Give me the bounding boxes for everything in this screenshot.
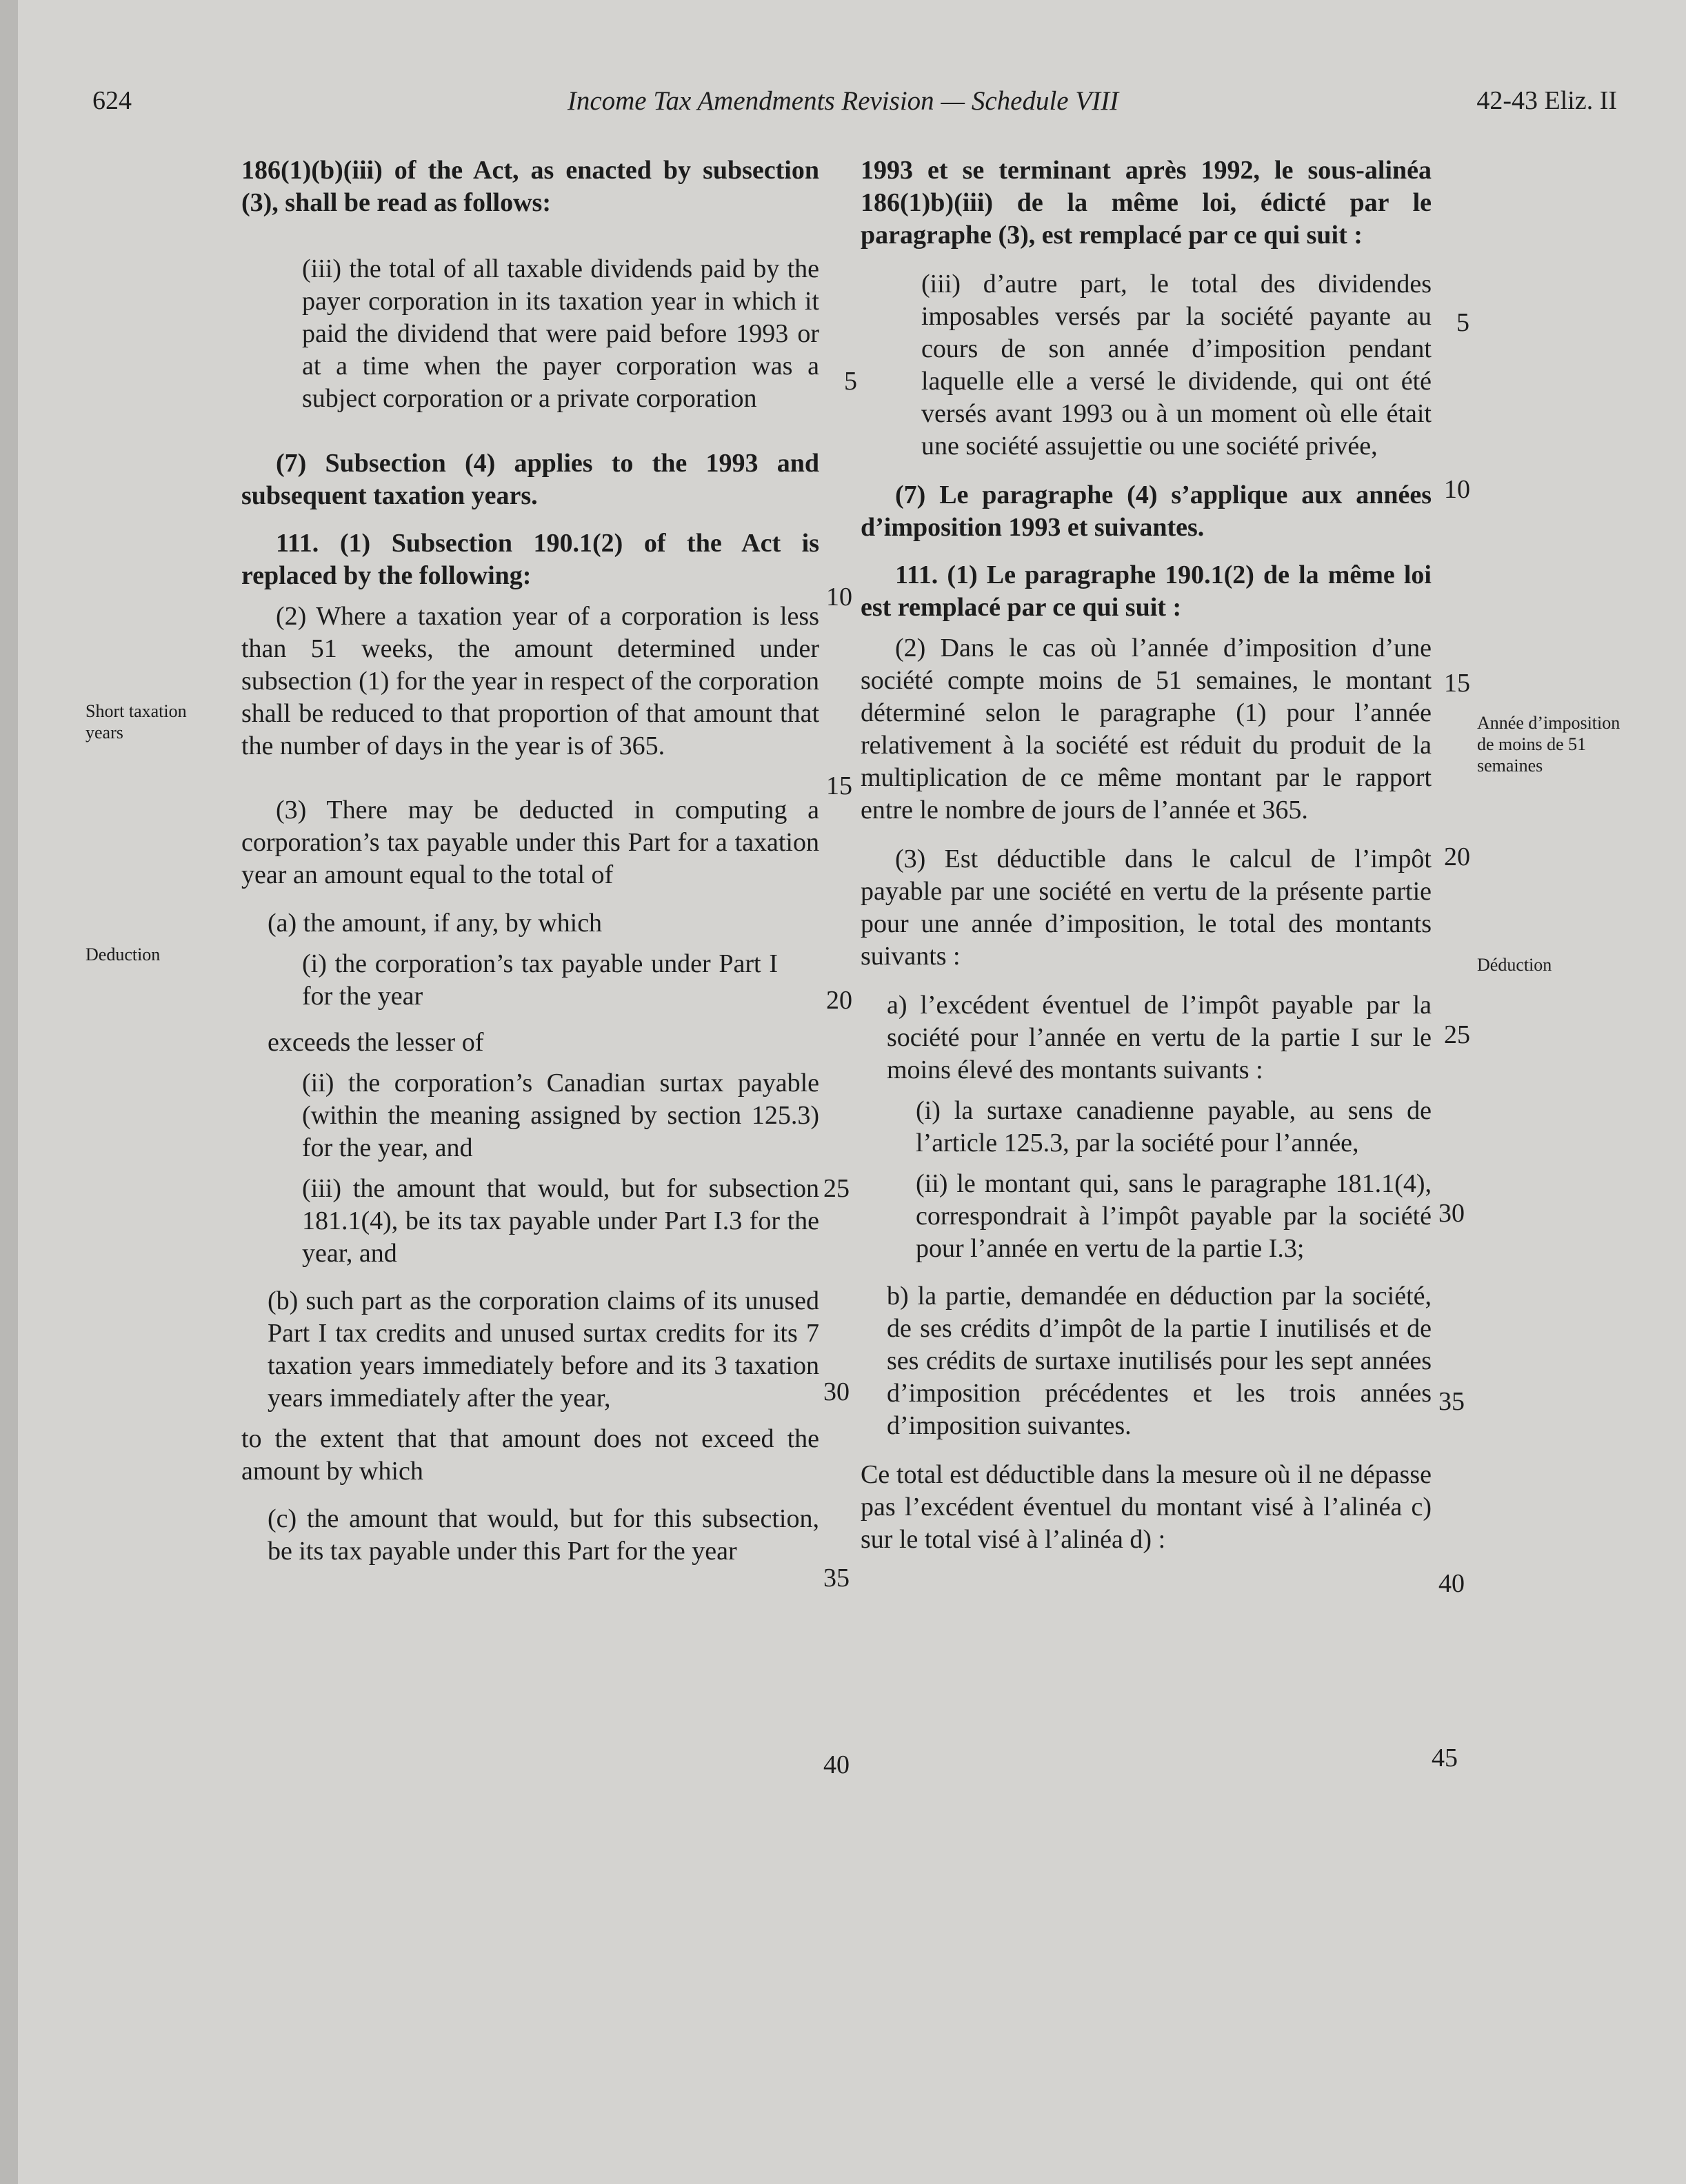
fr-line-number: 5 xyxy=(1456,308,1469,337)
page-number: 624 xyxy=(92,86,132,115)
fr-line-number: 45 xyxy=(1432,1743,1458,1772)
fr-line-number: 15 xyxy=(1444,669,1470,698)
en-line-number: 10 xyxy=(826,583,852,611)
fr-clause-i: (i) la surtaxe canadienne payable, au sens de l’article 125.3, par la société pour l’année, xyxy=(916,1096,1432,1157)
fr-subsection-7: (7) Le paragraphe (4) s’applique aux années d’imposition 1993 et suivantes. xyxy=(861,481,1432,542)
en-paragraph-a: (a) the amount, if any, by which xyxy=(268,909,603,938)
margin-note-short-taxation-years: Short taxation years xyxy=(86,701,187,742)
fr-line-number: 25 xyxy=(1444,1020,1470,1049)
en-intro: 186(1)(b)(iii) of the Act, as enacted by subsection (3), shall be read as follows: xyxy=(241,156,819,217)
en-line-number: 5 xyxy=(844,367,857,396)
en-line-number: 25 xyxy=(823,1174,850,1203)
fr-line-number: 35 xyxy=(1438,1387,1465,1416)
en-subsection-2: (2) Where a taxation year of a corporation is less than 51 weeks, the amount determined under subsection (1) for the year in respect of the corporation shall be reduced to that proportion of that amount that the number of days in the year is of 365. xyxy=(241,602,819,760)
fr-subparagraph-iii: (iii) d’autre part, le total des dividendes imposables versés par la société payante au cours de son année d’imposition pendant laquelle elle a versé le dividende, qui ont été versés avant 1993 ou à un moment où elle était une société assujettie ou une société privée, xyxy=(921,270,1432,461)
en-subsection-7: (7) Subsection (4) applies to the 1993 and subsequent taxation years. xyxy=(241,449,819,510)
margin-note-deduction: Deduction xyxy=(86,944,161,964)
en-line-number: 35 xyxy=(823,1564,850,1593)
fr-total: Ce total est déductible dans la mesure où il ne dépasse pas l’excédent éventuel du montant visé à l’alinéa c) sur le total visé à l’alinéa d) : xyxy=(861,1460,1432,1554)
running-title: Income Tax Amendments Revision — Schedule VIII xyxy=(567,86,1119,116)
margin-note-annee-imposition: Année d’imposition de moins de 51 semaines xyxy=(1477,713,1620,776)
en-clause-a-iii: (iii) the amount that would, but for subsection 181.1(4), be its tax payable under Part I.3 for the year, and xyxy=(302,1174,819,1268)
en-subsection-3: (3) There may be deducted in computing a corporation’s tax payable under this Part for a taxation year an amount equal to the total of xyxy=(241,796,819,889)
fr-subsection-2: (2) Dans le cas où l’année d’imposition d’une société compte moins de 51 semaines, le montant déterminé selon le paragraphe (1) pour l’année relativement à la société est réduit du produit de la multiplication de ce même montant par le rapport entre le nombre de jours de l’année et 365. xyxy=(861,634,1432,825)
en-clause-a-i: (i) the corporation’s tax payable under Part I for the year xyxy=(302,949,778,1011)
en-exceeds: exceeds the lesser of xyxy=(268,1028,484,1057)
fr-line-number: 40 xyxy=(1438,1569,1465,1598)
fr-section-111: 111. (1) Le paragraphe 190.1(2) de la même loi est remplacé par ce qui suit : xyxy=(861,560,1432,622)
en-subparagraph-iii: (iii) the total of all taxable dividends paid by the payer corporation in its taxation year in which it paid the dividend that were paid before 1993 or at a time when the payer corporation was a subject corporation or a private corporation xyxy=(302,254,819,413)
margin-note-deduction-fr: Déduction xyxy=(1477,955,1552,975)
en-line-number: 30 xyxy=(823,1377,850,1406)
fr-paragraph-a: a) l’excédent éventuel de l’impôt payable par la société pour l’année en vertu de la partie I sur le moins élevé des montants suivants : xyxy=(887,991,1432,1084)
french-column xyxy=(861,154,1432,1556)
en-line-number: 40 xyxy=(823,1750,850,1779)
fr-line-number: 20 xyxy=(1444,842,1470,871)
en-line-number: 15 xyxy=(826,771,852,800)
en-extent: to the extent that that amount does not exceed the amount by which xyxy=(241,1424,819,1486)
en-clause-a-ii: (ii) the corporation’s Canadian surtax payable (within the meaning assigned by section 125.3) for the year, and xyxy=(302,1069,819,1162)
fr-subsection-3: (3) Est déductible dans le calcul de l’impôt payable par une société en vertu de la présente partie pour une année d’imposition, le total des montants suivants : xyxy=(861,845,1432,971)
fr-paragraph-b: b) la partie, demandée en déduction par la société, de ses crédits d’impôt de la partie I inutilisés et de ses crédits de surtaxe inutilisés pour les sept années d’imposition précédentes et les trois années d’imposition suivantes. xyxy=(887,1282,1432,1440)
en-paragraph-c: (c) the amount that would, but for this subsection, be its tax payable under this Part for the year xyxy=(268,1504,819,1566)
fr-intro: 1993 et se terminant après 1992, le sous-alinéa 186(1)b)(iii) de la même loi, édicté par le paragraphe (3), est remplacé par ce qui suit : xyxy=(861,156,1432,250)
english-column xyxy=(241,154,819,1568)
regnal-year: 42-43 Eliz. II xyxy=(1476,86,1617,115)
fr-line-number: 30 xyxy=(1438,1199,1465,1228)
en-line-number: 20 xyxy=(826,986,852,1015)
fr-line-number: 10 xyxy=(1444,475,1470,504)
en-section-111: 111. (1) Subsection 190.1(2) of the Act is replaced by the following: xyxy=(241,529,819,590)
fr-clause-ii: (ii) le montant qui, sans le paragraphe 181.1(4), correspondrait à l’impôt payable par la société pour l’année en vertu de la partie I.3; xyxy=(916,1169,1432,1263)
en-paragraph-b: (b) such part as the corporation claims of its unused Part I tax credits and unused surtax credits for its 7 taxation years immediately before and its 3 taxation years immediately after the year, xyxy=(268,1286,819,1413)
